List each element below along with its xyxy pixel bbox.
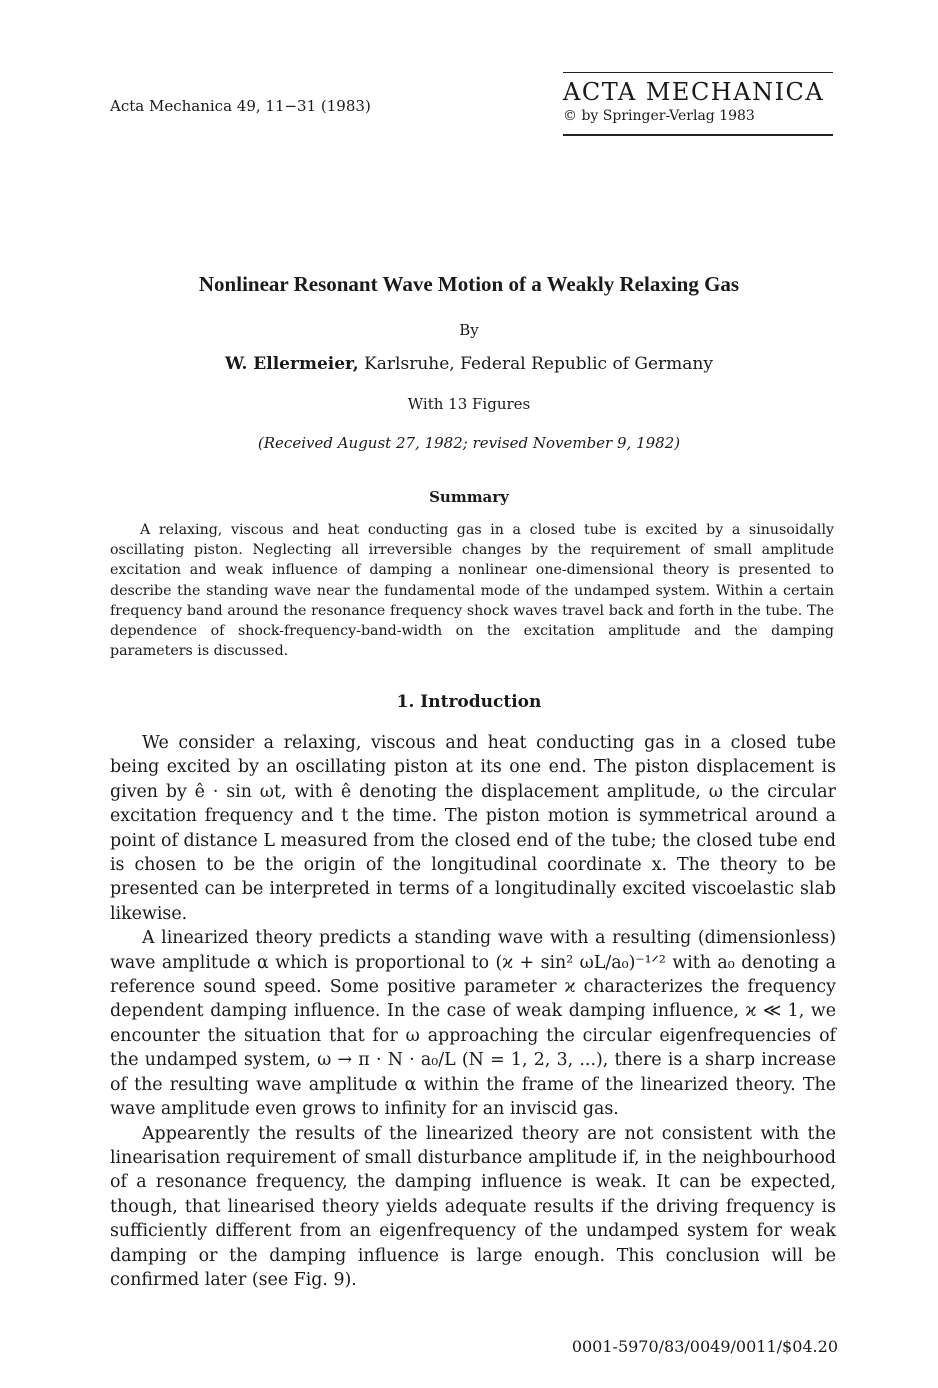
footer-code: 0001-5970/83/0049/0011/$04.20	[571, 1337, 838, 1356]
introduction-body	[110, 731, 836, 1292]
journal-name: ACTA MECHANICA	[563, 78, 825, 106]
masthead-bottom-rule	[563, 134, 833, 136]
by-line: By	[459, 321, 479, 339]
section-heading-introduction: 1. Introduction	[396, 692, 542, 712]
summary-text: A relaxing, viscous and heat conducting gas in a closed tube is excited by a sinusoidally oscillating piston. Neglecting all irreversible changes by the requirement of small amplitude excitation and weak influence of damping a nonlinear one-dimensional theory is presented to describe the standing wave near the fundamental mode of the undamped system. Within a certain frequency band around the resonance frequency shock waves travel back and forth in the tube. The dependence of shock-frequency-band-width on the excitation amplitude and the damping parameters is discussed.	[110, 522, 834, 660]
figures-note: With 13 Figures	[407, 395, 531, 413]
copyright-line: © by Springer-Verlag 1983	[563, 108, 755, 124]
masthead-top-rule	[563, 72, 833, 73]
paper-title: Nonlinear Resonant Wave Motion of a Weakly Relaxing Gas	[198, 272, 740, 296]
author-affiliation: Karlsruhe, Federal Republic of Germany	[358, 354, 713, 374]
paragraph: A linearized theory predicts a standing wave with a resulting (dimensionless) wave amplitude α which is proportional to (ϰ + sin² ωL/a₀)⁻¹ᐟ² with a₀ denoting a reference sound speed. Some positive parameter ϰ characterizes the frequency dependent damping influence. In the case of weak damping influence, ϰ ≪ 1, we encounter the situation that for ω approaching the circular eigenfrequencies of the undamped system, ω → π · N · a₀/L (N = 1, 2, 3, ...), there is a sharp increase of the resulting wave amplitude α within the frame of the linearized theory. The wave amplitude even grows to infinity for an inviscid gas.	[110, 928, 836, 1120]
author-line	[0, 354, 938, 374]
paragraph: Appearently the results of the linearized theory are not consistent with the linearisation requirement of small disturbance amplitude if, in the neighbourhood of a resonance frequency, the damping influence is weak. It can be expected, though, that linearised theory yields adequate results if the driving frequency is sufficiently different from an eigenfrequency of the undamped system for weak damping or the damping influence is large enough. This conclusion will be confirmed later (see Fig. 9).	[110, 1123, 836, 1290]
received-dates: (Received August 27, 1982; revised November 9, 1982)	[257, 434, 681, 452]
journal-masthead	[563, 72, 833, 136]
summary-heading: Summary	[429, 488, 509, 506]
author-name: W. Ellermeier,	[225, 354, 359, 374]
journal-citation: Acta Mechanica 49, 11−31 (1983)	[110, 97, 371, 115]
paragraph: We consider a relaxing, viscous and heat conducting gas in a closed tube being excited by an oscillating piston at its one end. The piston displacement is given by ê · sin ωt, with ê denoting the displacement amplitude, ω the circular excitation frequency and t the time. The piston motion is symmetrical around a point of distance L measured from the closed end of the tube; the closed tube end is chosen to be the origin of the longitudinal coordinate x. The theory to be presented can be interpreted in terms of a longitudinally excited viscoelastic slab likewise.	[110, 733, 836, 924]
